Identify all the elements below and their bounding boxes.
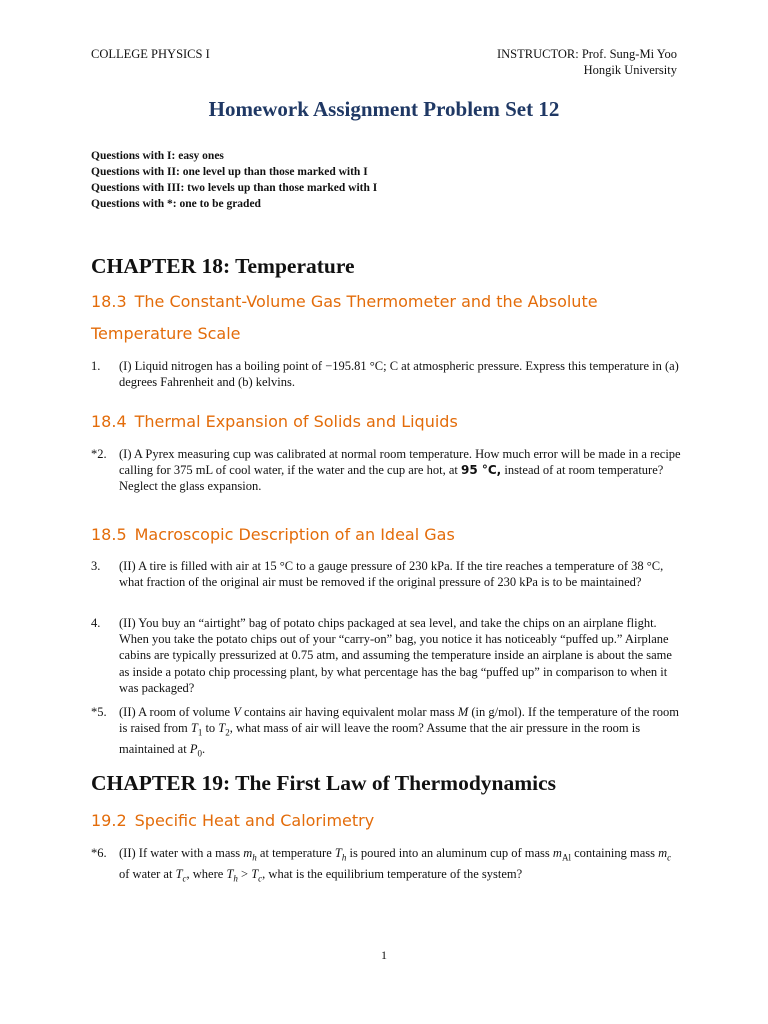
problem-text-part: is poured into an aluminum cup of mass: [346, 846, 553, 860]
var-mass: m: [658, 846, 668, 860]
subscript: c: [258, 873, 263, 884]
section-title: Macroscopic Description of an Ideal Gas: [134, 525, 455, 544]
var-temperature: T: [334, 846, 342, 860]
problem-number: *5.: [91, 705, 107, 719]
problem-6: [91, 845, 681, 886]
problem-text-part: instead of at room temperature? Neglect the glass expansion.: [119, 463, 664, 494]
problem-text: (II) A tire is filled with air at 15 °C to a gauge pressure of 230 kPa. If the tire reaches a temperature of 38 °C, what fraction of the original air must be removed if the original pressure of 230 kPa is to be maintained?: [119, 559, 664, 590]
problem-1: [91, 358, 681, 390]
problem-text-part: .: [201, 741, 206, 756]
problem-text-part: containing mass: [570, 846, 659, 860]
problem-text-part: (in g/mol). If the temperature of the room is raised from: [119, 705, 679, 736]
problem-text-part: of water at: [119, 866, 176, 881]
subscript: h: [233, 873, 238, 884]
problem-4: [91, 615, 681, 696]
problem-2: [91, 446, 681, 495]
page-number: 1: [381, 948, 387, 962]
problem-text: [119, 446, 681, 495]
section-number: 19.2: [91, 811, 127, 830]
legend-item: Questions with III: two levels up than those marked with I: [91, 182, 378, 194]
section-title: Thermal Expansion of Solids and Liquids: [134, 412, 458, 431]
problem-number: 1.: [91, 359, 101, 373]
var-mass: m: [243, 846, 253, 860]
problem-number: 4.: [91, 616, 101, 630]
section-number: 18.4: [91, 412, 127, 431]
var-pressure: P: [189, 741, 198, 756]
course-name: COLLEGE PHYSICS I: [91, 47, 210, 61]
problem-text-part: to: [202, 721, 219, 736]
section-number: 18.5: [91, 525, 127, 544]
problem-highlight: 95 °C,: [460, 463, 502, 478]
problem-3: [91, 558, 681, 590]
legend-item: Questions with II: one level up than those marked with I: [91, 166, 368, 178]
instructor-name: INSTRUCTOR: Prof. Sung-Mi Yoo: [496, 47, 677, 61]
section-heading: [91, 286, 651, 350]
problem-text-part: , what is the equilibrium temperature of the system?: [262, 866, 523, 881]
problem-text: [119, 704, 681, 762]
var-temperature: T: [175, 866, 183, 881]
difficulty-legend: [91, 148, 377, 212]
problem-text: (I) Liquid nitrogen has a boiling point of −195.81 °C; C at atmospheric pressure. Express this temperature in (a) degrees Fahrenheit and (b) kelvins.: [119, 359, 679, 390]
problem-text-part: contains air having equivalent molar mass: [240, 705, 458, 719]
section-number: 18.3: [91, 292, 127, 311]
subscript: c: [667, 852, 672, 863]
problem-number: 3.: [91, 559, 101, 573]
page-title: Homework Assignment Problem Set 12: [208, 97, 560, 121]
problem-text-part: (II) A room of volume: [119, 705, 234, 719]
var-temperature: T: [251, 866, 259, 881]
section-title: The Constant-Volume Gas Thermometer and the Absolute Temperature Scale: [91, 292, 598, 343]
subscript: 1: [197, 727, 203, 738]
var-temperature: T: [218, 721, 226, 736]
problem-5: [91, 704, 681, 762]
var-volume: V: [233, 705, 241, 719]
problem-text-part: at temperature: [256, 846, 335, 860]
subscript: c: [182, 873, 187, 884]
var-mass: m: [552, 846, 562, 860]
problem-number: *2.: [91, 447, 107, 461]
problem-text-part: , what mass of air will leave the room? Assume that the air pressure in the room is maintained at: [119, 721, 641, 756]
subscript: Al: [561, 852, 571, 863]
problem-text-part: (I) A Pyrex measuring cup was calibrated at normal room temperature. How much error will be made in a recipe calling for 375 mL of cool water, if the water and the cup are hot, at: [119, 447, 681, 478]
problem-text-part: >: [237, 866, 252, 881]
var-temperature: T: [226, 866, 234, 881]
problem-text-part: , where: [186, 866, 227, 881]
subscript: h: [252, 852, 257, 863]
legend-item: Questions with I: easy ones: [91, 150, 224, 162]
problem-text: [119, 845, 681, 886]
var-molar-mass: M: [457, 705, 469, 719]
section-title: Specific Heat and Calorimetry: [134, 811, 375, 830]
var-temperature: T: [190, 721, 198, 736]
subscript: 0: [197, 748, 202, 759]
section-heading: [91, 406, 651, 438]
chapter-heading: CHAPTER 19: The First Law of Thermodynamics: [91, 771, 557, 795]
legend-item: Questions with *: one to be graded: [91, 198, 261, 210]
section-heading: [91, 805, 651, 837]
chapter-heading: CHAPTER 18: Temperature: [91, 254, 355, 278]
problem-number: *6.: [91, 846, 107, 860]
university-name: Hongik University: [583, 63, 677, 77]
problem-text-part: (II) If water with a mass: [119, 846, 244, 860]
section-heading: [91, 519, 651, 551]
subscript: h: [341, 852, 347, 863]
instructor-info: [497, 46, 677, 78]
subscript: 2: [225, 727, 230, 738]
problem-text: (II) You buy an “airtight” bag of potato chips packaged at sea level, and take the chips on an airplane flight. When you take the potato chips out of your “carry-on” bag, you notice it has noticeably “puffed up.” Airplane cabins are typically pressurized at 0.75 atm, and assuming the temperature inside an airplane is about the same as inside a potato chip processing plant, by what percentage has the bag “puffed up” in comparison to when it was packaged?: [119, 616, 672, 695]
